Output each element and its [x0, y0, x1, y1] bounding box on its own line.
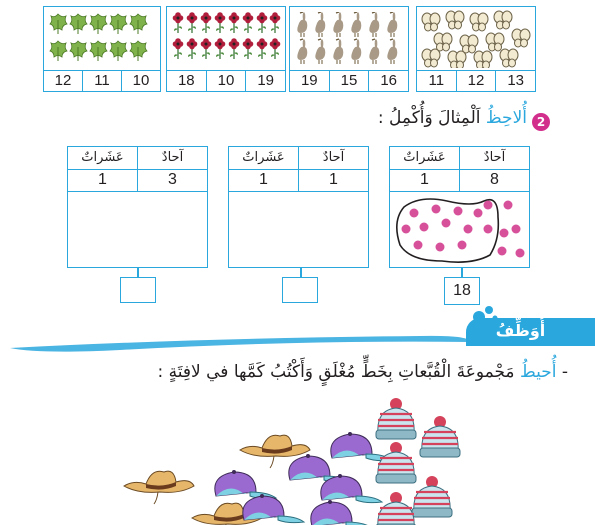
hats-illustration	[120, 398, 480, 525]
answer-box[interactable]	[444, 277, 480, 305]
place-value-table	[67, 146, 208, 268]
table-values	[229, 169, 368, 192]
instruction-verb: أُلاحِظُ	[485, 108, 527, 128]
ones-header: آحادٌ	[459, 147, 529, 169]
ones-header: آحادٌ	[298, 147, 368, 169]
instruction-dash: -	[556, 362, 568, 382]
section-title-text: أُوَظِّفُ	[495, 321, 546, 340]
flowers-icon	[171, 11, 281, 67]
count-options	[167, 70, 285, 91]
instruction-text: مَجْموعَةَ الْقُبَّعاتِ بِخَطٍّ مُغْلَقٍ وَأَكْتُبُ كَمَّها في لافِتَةٍ :	[157, 362, 520, 382]
tens-header: عَشَراتٌ	[403, 150, 446, 165]
exercise-number-badge	[532, 113, 550, 131]
counting-box-geese	[289, 6, 409, 92]
count-option[interactable]: 12	[456, 71, 496, 91]
count-option[interactable]: 18	[177, 72, 195, 89]
table-header	[229, 147, 368, 170]
ones-header: آحادٌ	[137, 147, 207, 169]
ones-value[interactable]: 8	[459, 169, 529, 191]
connector	[461, 268, 463, 277]
count-options	[44, 70, 160, 91]
counting-box-flowers	[166, 6, 286, 92]
count-option[interactable]: 16	[368, 71, 408, 91]
section-instruction	[158, 362, 568, 382]
count-option[interactable]: 19	[245, 71, 285, 91]
place-value-table	[389, 146, 530, 268]
place-value-table	[228, 146, 369, 268]
count-option[interactable]: 19	[300, 72, 318, 89]
table-header	[68, 147, 207, 170]
connector	[300, 268, 302, 277]
tens-value[interactable]: 1	[420, 171, 429, 188]
tens-value[interactable]: 1	[98, 171, 107, 188]
count-option[interactable]: 11	[428, 72, 445, 89]
count-options	[417, 70, 535, 91]
table-header	[390, 147, 529, 170]
count-options	[290, 70, 408, 91]
butterflies-icon	[421, 10, 531, 68]
count-option[interactable]: 10	[206, 71, 246, 91]
tens-header: عَشَراتٌ	[81, 150, 124, 165]
count-option[interactable]: 13	[495, 71, 535, 91]
count-option[interactable]: 10	[121, 71, 160, 91]
answer-value: 18	[453, 282, 471, 299]
tens-header: عَشَراتٌ	[242, 150, 285, 165]
instruction-text: اَلْمِثالَ وَأُكْمِلُ :	[377, 108, 486, 128]
counting-box-butterflies	[416, 6, 536, 92]
tens-value[interactable]: 1	[259, 171, 268, 188]
connector	[137, 268, 139, 277]
count-option[interactable]: 15	[329, 71, 369, 91]
instruction-verb: أُحيطُ	[519, 362, 557, 382]
grouped-dots-diagram	[392, 195, 527, 265]
counting-box-leaves	[43, 6, 161, 92]
count-option[interactable]: 12	[54, 72, 72, 89]
answer-box[interactable]	[120, 277, 156, 303]
table-values	[68, 169, 207, 192]
ones-value[interactable]: 3	[137, 169, 207, 191]
count-option[interactable]: 11	[82, 71, 121, 91]
exercise-instruction	[378, 108, 527, 128]
exercise-number: 2	[536, 115, 546, 129]
geese-icon	[294, 12, 404, 66]
ones-value[interactable]: 1	[298, 169, 368, 191]
leaves-icon	[48, 11, 156, 67]
table-values	[390, 169, 529, 192]
answer-box[interactable]	[282, 277, 318, 303]
section-title	[493, 320, 548, 342]
